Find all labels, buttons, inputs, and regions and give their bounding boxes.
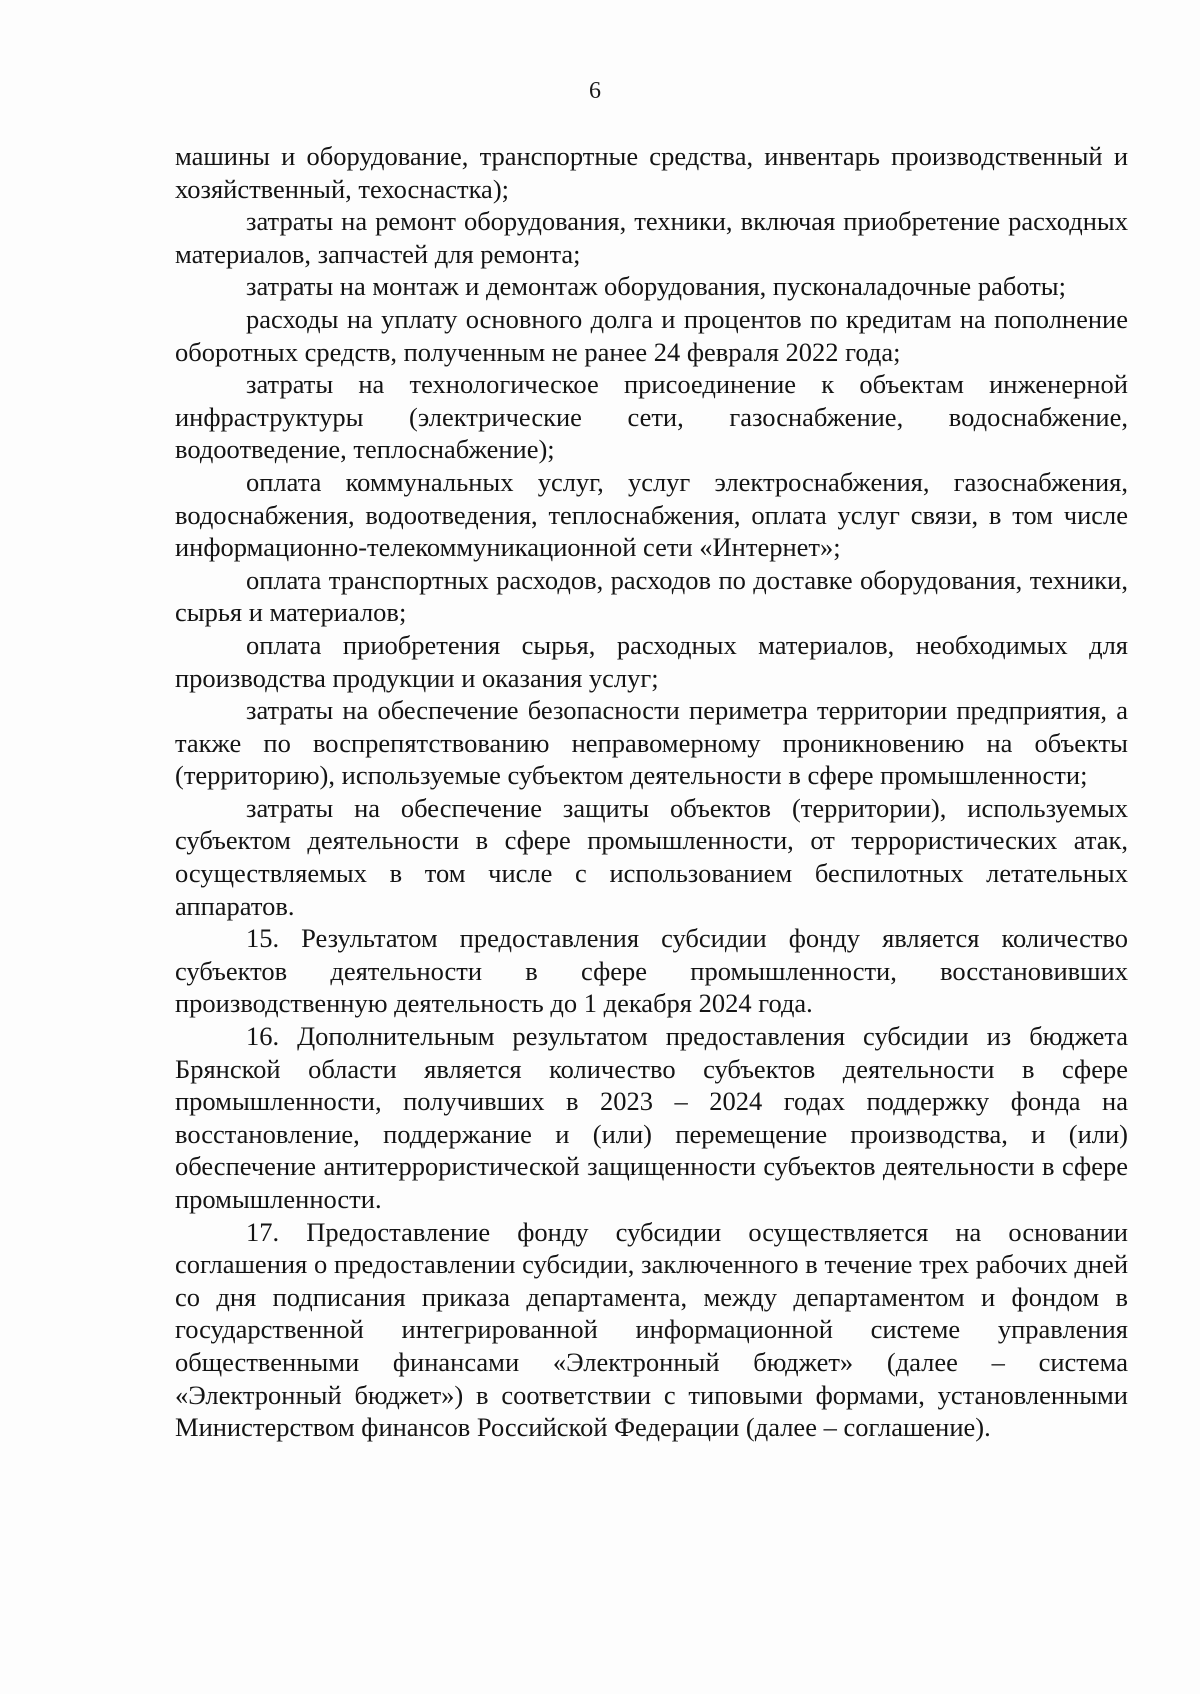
paragraph: затраты на обеспечение безопасности периметра территории предприятия, а также по воспрепятствованию неправомерному проникновению на объекты (территорию), используемые субъектом деятельности в сфере промышленности; bbox=[175, 695, 1128, 791]
paragraph: расходы на уплату основного долга и процентов по кредитам на пополнение оборотных средств, полученным не ранее 24 февраля 2022 года; bbox=[175, 303, 1128, 367]
paragraph: оплата приобретения сырья, расходных материалов, необходимых для производства продукции и оказания услуг; bbox=[175, 629, 1128, 693]
clause-15: 15. Результатом предоставления субсидии фонду является количество субъектов деятельности в сфере промышленности, восстановивших производственную деятельность до 1 декабря 2024 года. bbox=[175, 923, 1128, 1019]
paragraph: затраты на технологическое присоединение к объектам инженерной инфраструктуры (электрические сети, газоснабжение, водоснабжение, водоотведение, теплоснабжение); bbox=[175, 369, 1128, 465]
paragraph: затраты на обеспечение защиты объектов (территории), используемых субъектом деятельности в сфере промышленности, от террористических атак, осуществляемых в том числе с использованием беспилотных летательных аппаратов. bbox=[175, 792, 1128, 921]
paragraph: машины и оборудование, транспортные средства, инвентарь производственный и хозяйственный, техоснастка); bbox=[175, 141, 1128, 204]
paragraph: затраты на монтаж и демонтаж оборудования, пусконаладочные работы; bbox=[246, 271, 1066, 302]
clause-17: 17. Предоставление фонду субсидии осуществляется на основании соглашения о предоставлении субсидии, заключенного в течение трех рабочих дней со дня подписания приказа департамента, между департаментом и фондом в государственной интегрированной информационной системе управления общественными финансами «Электронный бюджет» (далее – система «Электронный бюджет») в соответствии с типовыми формами, установленными Министерством финансов Российской Федерации (далее – соглашение). bbox=[175, 1216, 1128, 1443]
paragraph: оплата коммунальных услуг, услуг электроснабжения, газоснабжения, водоснабжения, водоотведения, теплоснабжения, оплата услуг связи, в том числе информационно-телекоммуникационной сети «Интернет»; bbox=[175, 466, 1128, 563]
paragraph: оплата транспортных расходов, расходов по доставке оборудования, техники, сырья и материалов; bbox=[175, 564, 1128, 628]
clause-16: 16. Дополнительным результатом предоставления субсидии из бюджета Брянской области является количество субъектов деятельности в сфере промышленности, получивших в 2023 – 2024 годах поддержку фонда на восстановление, поддержание и (или) перемещение производства, и (или) обеспечение антитеррористической защищенности субъектов деятельности в сфере промышленности. bbox=[175, 1021, 1128, 1214]
document-body bbox=[175, 140, 1128, 1444]
page-number: 6 bbox=[589, 78, 601, 104]
paragraph: затраты на ремонт оборудования, техники, включая приобретение расходных материалов, запчастей для ремонта; bbox=[175, 206, 1128, 269]
